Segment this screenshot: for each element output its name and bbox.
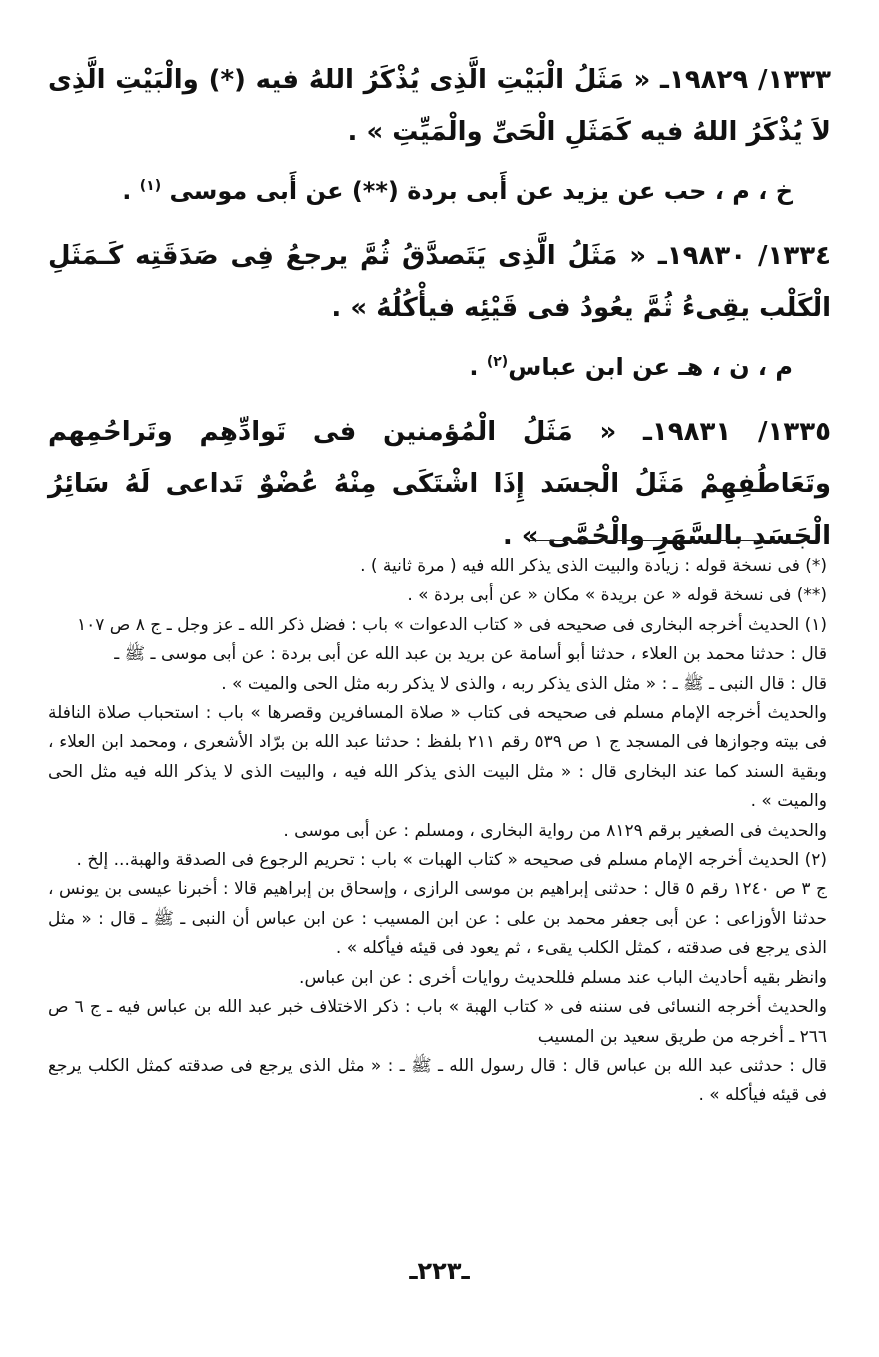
footnote-1-line: قال : قال النبى ـ ﷺ ـ : « مثل الذى يذكر ربه ، والذى لا يذكر ربه مثل الحى والميت » . [221, 673, 827, 694]
hadith-1334-source [48, 342, 793, 392]
footnote-double-star: (**) فى نسخة قوله « عن بريدة » مكان « عن أبى بردة » . [407, 585, 827, 606]
footnote-ref: (١) [139, 178, 162, 194]
footnote-2-paragraph: ج ٣ ص ١٢٤٠ رقم ٥ قال : حدثنى إبراهيم بن موسى الرازى ، وإسحاق بن إبراهيم قالا : أخبرنا عيسى بن يونس ، حدثنا الأوزاعى : عن أبى جعفر محمد بن على : عن ابن المسيب : عن ابن عباس أن النبى ـ ﷺ ـ قال : « مثل الذى يرجع فى صدقته ، كمثل الكلب يقىء ، ثم يعود فى قيئه فيأكله » . [48, 879, 827, 959]
footnote-1-paragraph: والحديث أخرجه الإمام مسلم فى صحيحه فى كتاب « صلاة المسافرين وقصرها » باب : استحباب صلاة النافلة فى بيته وجوازها فى المسجد ج ١ ص ٥٣٩ رقم ٢١١ بلفظ : حدثنا عبد الله بن برّاد الأشعرى ، ومحمد ابن العلاء ، وبقية السند كما عند البخارى قال : « مثل البيت الذى يذكر الله فيه ، والبيت الذى لا يذكر الله فيه مثل الحى والميت » . [48, 703, 827, 812]
page-number: ـ٢٢٣ـ [409, 1257, 470, 1285]
footnote-2: (٢) الحديث أخرجه الإمام مسلم فى صحيحه « كتاب الهبات » باب : تحريم الرجوع فى الصدقة والهبة... إلخ . [76, 850, 827, 871]
hadith-1333: ١٣٣٣/ ١٩٨٢٩ـ « مَثَلُ الْبَيْتِ الَّذِى يُذْكَرُ اللهُ فيه (*) والْبَيْتِ الَّذِى لاَ يُذْكَرُ اللهُ فيه كَمَثَلِ الْحَىِّ والْمَيِّتِ » . [48, 65, 831, 147]
main-text [48, 54, 831, 562]
source-end: . [469, 353, 487, 381]
footnote-2-paragraph: قال : حدثنى عبد الله بن عباس قال : قال رسول الله ـ ﷺ ـ : « مثل الذى يرجع فى صدقته كمثل الكلب يرجع فى قيئه فيأكله » . [48, 1055, 827, 1106]
hadith-1335: ١٣٣٥/ ١٩٨٣١ـ « مَثَلُ الْمُؤمنين فى تَوادِّهِم وتَراحُمِهم وتَعَاطُفِهِمْ مَثَلُ الْجسَد إِذَا اشْتَكَى مِنْهُ عُضْوٌ تَداعى لَهُ سَائِرُ الْجَسَدِ بالسَّهَرِ والْحُمَّى » . [48, 417, 831, 551]
source-text: م ، ن ، هـ عن ابن عباس [508, 353, 793, 381]
source-text: خ ، م ، حب عن يزيد عن أَبى بردة (**) عن أَبى موسى [169, 177, 793, 205]
hadith-1334: ١٣٣٤/ ١٩٨٣٠ـ « مَثَلُ الَّذِى يَتَصدَّقُ ثُمَّ يرجعُ فِى صَدَقَتِه كَـمَثَلِ الْكَلْب يقِىءُ ثُمَّ يعُودُ فى قَيْئِه فيأْكُلُهُ » . [48, 241, 831, 323]
footnote-1: (١) الحديث أخرجه البخارى فى صحيحه فى « كتاب الدعوات » باب : فضل ذكر الله ـ عز وجل ـ ج ٨ ص ١٠٧ [76, 614, 827, 635]
footnote-1-line: قال : حدثنا محمد بن العلاء ، حدثنا أبو أسامة عن بريد بن عبد الله عن أبى بردة : عن أبى موسى ـ ﷺ ـ [114, 644, 827, 665]
footnote-2-paragraph: والحديث أخرجه النسائى فى سننه فى « كتاب الهبة » باب : ذكر الاختلاف خبر عبد الله بن عباس فيه ـ ج ٦ ص ٢٦٦ ـ أخرجه من طريق سعيد بن المسيب [48, 997, 827, 1047]
footnote-star: (*) فى نسخة قوله : زيادة والبيت الذى يذكر الله فيه ( مرة ثانية ) . [360, 556, 827, 576]
footnote-2-line: وانظر بقيه أحاديث الباب عند مسلم فللحديث روايات أخرى : عن ابن عباس. [299, 967, 827, 988]
footnotes [48, 552, 827, 1111]
source-end: . [122, 177, 140, 205]
hadith-1333-source [48, 166, 793, 216]
footnote-1-line: والحديث فى الصغير برقم ٨١٢٩ من رواية البخارى ، ومسلم : عن أبى موسى . [283, 820, 827, 841]
footnote-divider [530, 540, 817, 541]
footnote-ref: (٢) [486, 354, 509, 370]
